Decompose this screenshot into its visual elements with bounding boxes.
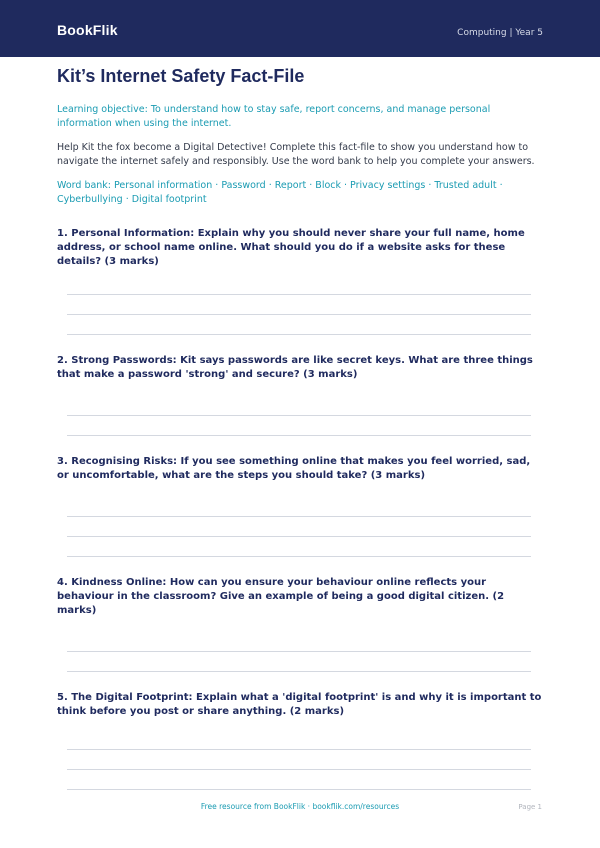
page-number: Page 1 — [518, 803, 542, 811]
answer-area[interactable] — [57, 382, 543, 436]
page-title: Kit’s Internet Safety Fact-File — [57, 66, 305, 86]
answer-line[interactable] — [67, 314, 531, 315]
question-5 — [57, 691, 543, 790]
question-text: 5. The Digital Footprint: Explain what a 'digital footprint' is and why it is important to think before you post or share anything. (2 marks) — [57, 692, 542, 717]
learning-objective: Learning objective: To understand how to stay safe, report concerns, and manage personal information when using the internet. — [57, 104, 491, 129]
subject-year-label: Computing | Year 5 — [457, 28, 543, 38]
footer-source-link[interactable]: Free resource from BookFlik · bookflik.com/resources — [200, 802, 400, 811]
question-4 — [57, 576, 543, 672]
question-text: 3. Recognising Risks: If you see something online that makes you feel worried, sad, or uncomfortable, what are the steps you should take? (3 marks) — [57, 456, 531, 481]
answer-line[interactable] — [67, 789, 531, 790]
answer-line[interactable] — [67, 516, 531, 517]
answer-line[interactable] — [67, 749, 531, 750]
answer-area[interactable] — [57, 618, 543, 672]
word-bank: Word bank: Personal information · Password · Report · Block · Privacy settings · Trusted adult · Cyberbullying · Digital footprint — [57, 180, 503, 205]
question-text: 1. Personal Information: Explain why you should never share your full name, home address, or school name online. What should you do if a website asks for these details? (3 marks) — [57, 228, 525, 267]
answer-line[interactable] — [67, 651, 531, 652]
answer-line[interactable] — [67, 294, 531, 295]
question-1 — [57, 227, 543, 335]
answer-line[interactable] — [67, 769, 531, 770]
question-text: 4. Kindness Online: How can you ensure your behaviour online reflects your behaviour in the classroom? Give an example of being a good digital citizen. (2 marks) — [57, 577, 505, 616]
brand-logo[interactable]: BookFlik — [57, 22, 118, 38]
answer-line[interactable] — [67, 334, 531, 335]
answer-line[interactable] — [67, 435, 531, 436]
answer-area[interactable] — [57, 483, 543, 557]
question-2 — [57, 354, 543, 436]
answer-area[interactable] — [57, 269, 543, 335]
answer-line[interactable] — [67, 536, 531, 537]
worksheet-content — [57, 66, 543, 790]
page-header — [0, 0, 600, 57]
answer-line[interactable] — [67, 415, 531, 416]
question-3 — [57, 455, 543, 557]
intro-text: Help Kit the fox become a Digital Detective! Complete this fact-file to show you understand how to navigate the internet safely and responsibly. Use the word bank to help you complete your answers. — [57, 142, 535, 167]
answer-line[interactable] — [67, 671, 531, 672]
question-text: 2. Strong Passwords: Kit says passwords are like secret keys. What are three things that make a password 'strong' and secure? (3 marks) — [57, 355, 533, 380]
answer-line[interactable] — [67, 556, 531, 557]
answer-area[interactable] — [57, 719, 543, 790]
